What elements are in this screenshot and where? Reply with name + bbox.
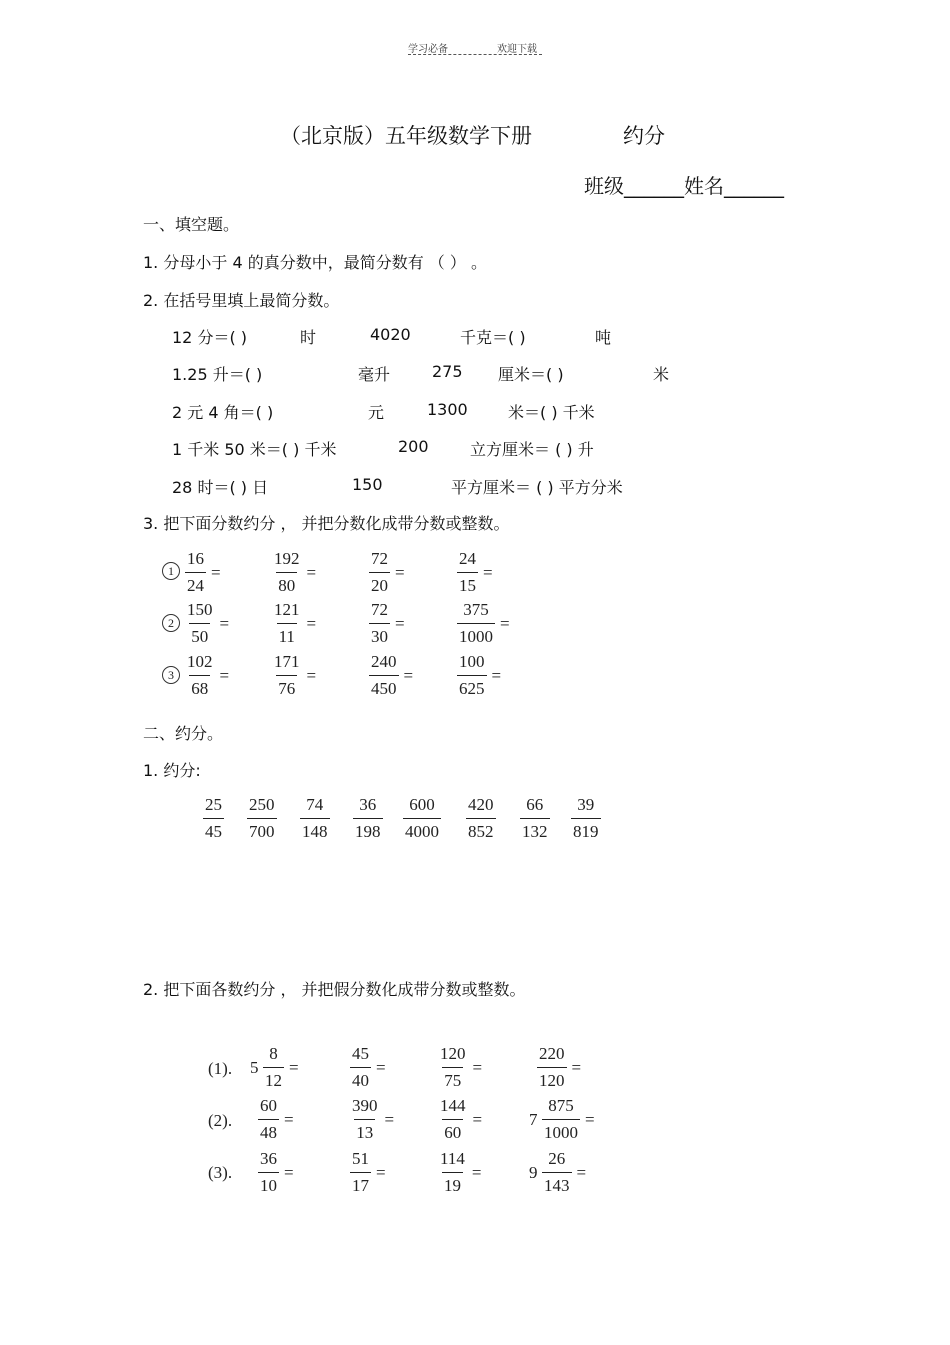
circled-number-1: 1 [162,562,180,580]
equals-sign: = [219,666,230,685]
equals-sign: = [219,614,230,633]
fraction [185,549,206,596]
numerator: 51 [352,1149,369,1168]
fraction [185,652,215,699]
fraction [403,795,441,842]
equals-sign: = [483,563,493,582]
q2-row5-b: 150 [352,475,383,494]
whole-number: 9 [529,1163,538,1182]
fraction [272,549,302,596]
numerator: 100 [459,652,485,671]
numerator: 36 [260,1149,277,1168]
numerator: 192 [274,549,300,568]
numerator: 36 [359,795,377,814]
denominator: 120 [537,1067,567,1091]
q2-row3-c: 1300 [427,400,468,419]
whole-number: 5 [250,1058,259,1077]
fraction [272,600,302,647]
fraction [369,600,390,647]
q2-row1-b: 时 [300,328,317,347]
q2-row4-b: 200 [398,437,429,456]
fraction [369,549,390,596]
header-right: 欢迎下载 [497,44,537,55]
denominator: 19 [442,1172,463,1196]
equals-sign: = [376,1058,386,1077]
q2-row3-b: 元 [368,403,385,422]
numerator: 121 [274,600,300,619]
denominator: 68 [189,675,210,699]
whole-number: 7 [529,1110,538,1129]
numerator: 250 [249,795,275,814]
denominator: 1000 [542,1119,580,1143]
denominator: 700 [247,818,277,842]
fraction [457,652,487,699]
equals-sign: = [211,563,221,582]
equals-sign: = [284,1110,294,1129]
q2-row3-a: 2 元 4 角＝( ) [172,403,274,422]
denominator: 48 [258,1119,279,1143]
q2-row5-c: 平方厘米＝ ( ) 平方分米 [451,478,623,497]
denominator: 10 [258,1172,279,1196]
equals-sign: = [306,666,317,685]
equals-sign: = [500,614,510,633]
numerator: 150 [187,600,213,619]
numerator: 102 [187,652,213,671]
numerator: 16 [187,549,204,568]
fraction [438,1096,468,1143]
section1-q2: 2. 在括号里填上最简分数。 [143,291,340,310]
circled-number-2: 2 [162,614,180,632]
circled-number-3: 3 [162,666,180,684]
fraction [466,795,496,842]
fraction [350,1044,371,1091]
s2-q2-label-2: (2). [208,1111,233,1130]
q2-row2-b: 毫升 [358,365,391,384]
denominator: 143 [542,1172,572,1196]
fraction [369,652,399,699]
denominator: 12 [263,1067,284,1091]
numerator: 120 [440,1044,466,1063]
section1-q1: 1. 分母小于 4 的真分数中，最简分数有 （ ） 。 [143,253,487,272]
section2-q1: 1. 约分: [143,761,201,780]
denominator: 76 [276,675,297,699]
section2-q2: 2. 把下面各数约分 ， 并把假分数化成带分数或整数。 [143,980,526,999]
equals-sign: = [284,1163,294,1182]
denominator: 75 [442,1067,463,1091]
q2-row2-e: 米 [653,365,670,384]
fraction [571,795,601,842]
q2-row4-a: 1 千米 50 米＝( ) 千米 [172,440,337,459]
fraction [300,795,330,842]
numerator: 72 [371,549,388,568]
section2-heading: 二、约分。 [143,724,224,743]
fraction [258,1096,279,1143]
header-divider [408,54,542,55]
numerator: 74 [306,795,324,814]
denominator: 45 [203,818,224,842]
denominator: 625 [457,675,487,699]
s2-q2-label-3: (3). [208,1163,233,1182]
equals-sign: = [585,1110,595,1129]
denominator: 132 [520,818,550,842]
denominator: 450 [369,675,399,699]
equals-sign: = [471,1163,482,1182]
equals-sign: = [472,1110,483,1129]
equals-sign: = [306,563,317,582]
fraction [263,1044,284,1091]
fraction [258,1149,279,1196]
equals-sign: = [491,666,502,685]
equals-sign: = [306,614,317,633]
numerator: 8 [269,1044,278,1063]
numerator: 390 [352,1096,378,1115]
fraction [350,1149,371,1196]
numerator: 39 [577,795,595,814]
q2-row2-d: 厘米＝( ) [498,365,564,384]
numerator: 26 [548,1149,566,1168]
equals-sign: = [576,1163,587,1182]
denominator: 60 [442,1119,463,1143]
q2-row1-c: 4020 [370,325,411,344]
q2-row5-a: 28 时＝( ) 日 [172,478,269,497]
fraction [438,1044,468,1091]
fraction [542,1096,580,1143]
fraction [542,1149,572,1196]
s2-q2-label-1: (1). [208,1059,233,1078]
numerator: 45 [352,1044,369,1063]
numerator: 375 [463,600,489,619]
q2-row3-d: 米＝( ) 千米 [508,403,595,422]
numerator: 875 [548,1096,574,1115]
fraction [185,600,215,647]
equals-sign: = [395,563,405,582]
equals-sign: = [376,1163,386,1182]
numerator: 420 [468,795,494,814]
fraction [457,600,495,647]
q2-row1-e: 吨 [595,328,612,347]
section1-q3: 3. 把下面分数约分 ， 并把分数化成带分数或整数。 [143,514,510,533]
denominator: 50 [189,623,210,647]
denominator: 852 [466,818,496,842]
denominator: 819 [571,818,601,842]
equals-sign: = [403,666,414,685]
header-left: 学习必备 [408,44,448,55]
equals-sign: = [384,1110,395,1129]
denominator: 4000 [403,818,441,842]
fraction [272,652,302,699]
class-name-line: 班级______姓名______ [584,174,784,198]
numerator: 114 [440,1149,465,1168]
numerator: 144 [440,1096,466,1115]
denominator: 13 [354,1119,375,1143]
numerator: 25 [205,795,222,814]
denominator: 30 [369,623,390,647]
q2-row2-c: 275 [432,362,463,381]
denominator: 40 [350,1067,371,1091]
page-topic: 约分 [623,124,665,148]
section1-heading: 一、填空题。 [143,215,240,234]
equals-sign: = [395,614,405,633]
fraction [520,795,550,842]
denominator: 15 [457,572,478,596]
denominator: 11 [277,623,297,647]
equals-sign: = [289,1058,299,1077]
q2-row2-a: 1.25 升＝( ) [172,365,263,384]
numerator: 240 [371,652,397,671]
fraction [353,795,383,842]
q2-row4-c: 立方厘米＝ ( ) 升 [470,440,594,459]
numerator: 220 [539,1044,565,1063]
equals-sign: = [571,1058,582,1077]
numerator: 24 [459,549,476,568]
numerator: 600 [409,795,435,814]
denominator: 24 [185,572,206,596]
numerator: 171 [274,652,300,671]
q2-row1-d: 千克＝( ) [460,328,526,347]
denominator: 20 [369,572,390,596]
fraction [247,795,277,842]
fraction [350,1096,380,1143]
numerator: 60 [260,1096,277,1115]
fraction [537,1044,567,1091]
fraction [457,549,478,596]
denominator: 17 [350,1172,371,1196]
denominator: 148 [300,818,330,842]
equals-sign: = [472,1058,483,1077]
numerator: 66 [526,795,544,814]
numerator: 72 [371,600,388,619]
q2-row1-a: 12 分＝( ) [172,328,248,347]
fraction [438,1149,467,1196]
fraction [203,795,224,842]
denominator: 80 [276,572,297,596]
denominator: 1000 [457,623,495,647]
denominator: 198 [353,818,383,842]
page-title: （北京版）五年级数学下册 [280,124,532,148]
